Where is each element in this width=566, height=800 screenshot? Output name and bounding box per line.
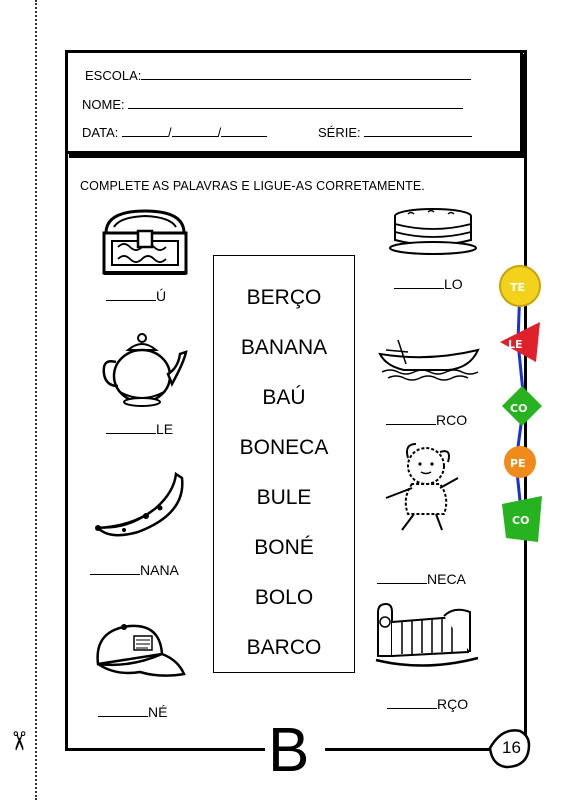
word-bank-item[interactable]: BONÉ xyxy=(254,536,314,559)
name-label: NOME: xyxy=(82,97,125,112)
svg-text:TE: TE xyxy=(510,281,526,294)
fill-blank[interactable] xyxy=(90,561,140,575)
fill-blank[interactable] xyxy=(394,275,444,289)
fill-blank[interactable] xyxy=(98,703,148,717)
syllable-badge xyxy=(504,446,536,478)
treasure-chest-icon xyxy=(100,205,190,277)
fill-item xyxy=(386,411,467,428)
frame-bottom-right xyxy=(325,748,490,751)
fill-blank[interactable] xyxy=(387,695,437,709)
cap-icon xyxy=(90,620,186,682)
word-bank-item[interactable]: BERÇO xyxy=(246,286,322,309)
syllable-decoration xyxy=(496,262,548,552)
school-label: ESCOLA: xyxy=(85,68,142,83)
fill-item xyxy=(90,561,179,578)
cut-line xyxy=(35,0,37,800)
fill-item xyxy=(106,287,166,304)
banana-icon xyxy=(94,470,186,540)
fill-suffix: LE xyxy=(156,421,174,437)
frame-bottom-left xyxy=(65,748,265,751)
name-field[interactable] xyxy=(128,96,463,109)
date-year-field[interactable] xyxy=(221,124,267,137)
date-label: DATA: xyxy=(82,125,119,140)
scissors-icon: ✂ xyxy=(3,730,34,752)
fill-item xyxy=(98,703,167,720)
word-bank-item[interactable]: BULE xyxy=(256,486,312,509)
date-separator: / xyxy=(217,125,222,140)
word-bank-item[interactable]: BANANA xyxy=(240,336,328,359)
grade-label: SÉRIE: xyxy=(318,125,361,140)
fill-suffix: Ú xyxy=(156,288,167,304)
fill-blank[interactable] xyxy=(377,570,427,584)
svg-text:LE: LE xyxy=(508,338,523,351)
syllable-badge xyxy=(502,496,542,542)
svg-text:PE: PE xyxy=(510,457,526,470)
school-field[interactable] xyxy=(141,67,471,80)
instruction-text: COMPLETE AS PALAVRAS E LIGUE-AS CORRETAMENTE. xyxy=(80,179,425,193)
header-box xyxy=(65,50,523,154)
date-row xyxy=(82,124,267,140)
word-bank-item[interactable]: BONECA xyxy=(239,436,329,459)
fill-suffix: LO xyxy=(444,276,463,292)
word-bank-item[interactable]: BARCO xyxy=(246,636,322,659)
syllable-badge xyxy=(502,386,542,426)
doll-icon xyxy=(378,438,466,534)
fill-item xyxy=(106,420,173,437)
fill-suffix: RCO xyxy=(436,412,468,428)
fill-blank[interactable] xyxy=(106,287,156,301)
grade-field[interactable] xyxy=(364,124,472,137)
fill-blank[interactable] xyxy=(386,411,436,425)
page-number: 16 xyxy=(502,738,521,757)
word-bank xyxy=(213,255,355,673)
fill-suffix: RÇO xyxy=(437,696,469,712)
fill-item xyxy=(377,570,466,587)
fill-item xyxy=(394,275,463,292)
fill-suffix: NÉ xyxy=(148,704,168,720)
syllable-badge xyxy=(500,266,540,306)
page-letter: B xyxy=(268,716,310,785)
date-day-field[interactable] xyxy=(122,124,168,137)
name-row xyxy=(82,96,463,112)
fill-suffix: NANA xyxy=(140,562,179,578)
word-bank-item[interactable]: BAÚ xyxy=(262,386,306,409)
date-month-field[interactable] xyxy=(172,124,218,137)
word-bank-item[interactable]: BOLO xyxy=(254,586,314,609)
svg-text:CO: CO xyxy=(512,514,530,527)
svg-text:CO: CO xyxy=(510,402,528,415)
date-separator: / xyxy=(167,125,172,140)
grade-row xyxy=(318,124,472,140)
cradle-icon xyxy=(374,602,482,672)
fill-blank[interactable] xyxy=(106,420,156,434)
school-row xyxy=(85,67,471,83)
cake-icon xyxy=(388,206,478,256)
teapot-icon xyxy=(100,328,188,408)
fill-suffix: NECA xyxy=(427,571,466,587)
fill-item xyxy=(387,695,468,712)
boat-icon xyxy=(378,332,482,382)
